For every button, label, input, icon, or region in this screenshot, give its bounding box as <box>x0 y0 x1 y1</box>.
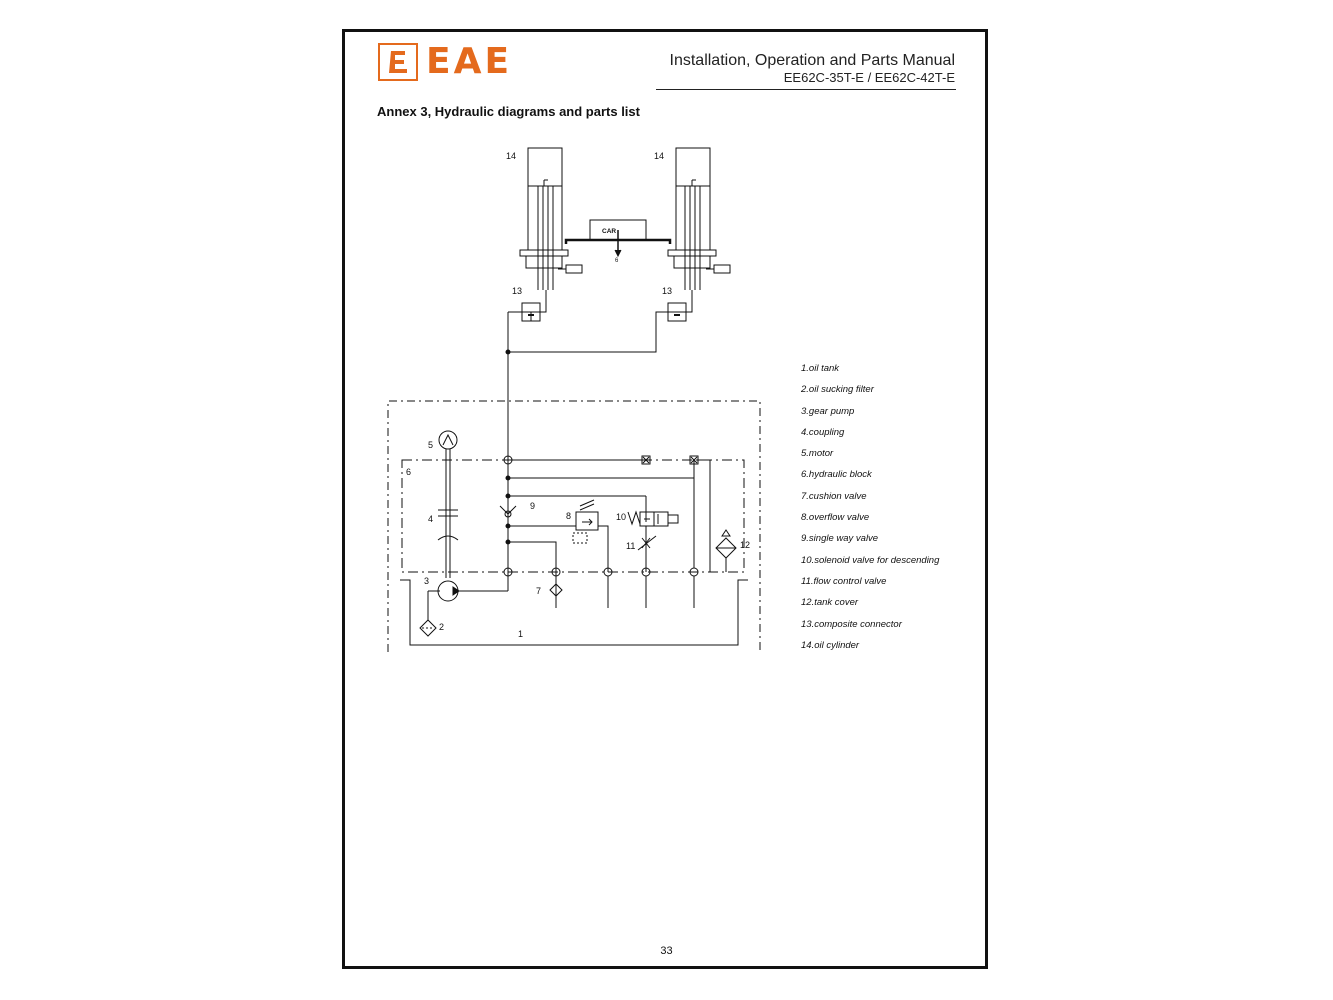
label-connector-left: 13 <box>512 286 523 296</box>
parts-list-item: 7.cushion valve <box>801 490 867 502</box>
brand-logo <box>378 43 512 81</box>
label-cylinder-right: 14 <box>654 151 665 161</box>
label-5: 5 <box>428 440 434 450</box>
label-7: 7 <box>536 586 542 596</box>
label-1: 1 <box>518 629 524 639</box>
parts-list-item: 10.solenoid valve for descending <box>801 554 940 566</box>
parts-list-item: 9.single way valve <box>801 533 879 545</box>
page-number: 33 <box>660 945 673 957</box>
label-car-num: 6 <box>615 258 619 264</box>
oil-cylinder-left <box>520 148 582 290</box>
composite-connector-right <box>668 303 686 321</box>
document-header <box>670 52 956 86</box>
parts-list-item: 8.overflow valve <box>801 512 870 524</box>
label-12: 12 <box>740 540 751 550</box>
parts-list <box>801 362 939 660</box>
manual-title: Installation, Operation and Parts Manual <box>669 52 955 69</box>
car-block <box>566 220 670 256</box>
coupling-symbol <box>438 449 458 578</box>
label-6: 6 <box>406 467 412 477</box>
header-rule <box>656 89 956 90</box>
parts-list-item: 11.flow control valve <box>801 575 887 587</box>
label-connector-right: 13 <box>662 286 673 296</box>
label-9: 9 <box>530 501 536 511</box>
gear-pump-symbol <box>428 572 508 620</box>
parts-list-item: 6.hydraulic block <box>801 469 872 481</box>
label-10: 10 <box>616 512 627 522</box>
oil-cylinder-right <box>668 148 730 290</box>
label-2: 2 <box>439 622 445 632</box>
parts-list-item: 2.oil sucking filter <box>801 384 874 396</box>
tank-cover-symbol <box>716 530 736 572</box>
parts-list-item: 12.tank cover <box>801 597 859 609</box>
label-4: 4 <box>428 514 434 524</box>
parts-list-item: 14.oil cylinder <box>801 639 860 651</box>
flow-control-valve-symbol <box>638 536 656 550</box>
motor-symbol <box>439 431 457 449</box>
solenoid-valve-symbol <box>628 512 678 572</box>
parts-list-item: 13.composite connector <box>801 618 902 630</box>
label-3: 3 <box>424 576 430 586</box>
model-numbers: EE62C-35T-E / EE62C-42T-E <box>783 70 955 85</box>
label-11: 11 <box>626 541 636 551</box>
label-8: 8 <box>566 511 572 521</box>
oil-filter-symbol <box>420 620 436 636</box>
parts-list-item: 3.gear pump <box>801 405 855 417</box>
parts-list-item: 1.oil tank <box>801 363 840 374</box>
parts-list-item: 4.coupling <box>801 426 845 438</box>
label-cylinder-left: 14 <box>506 151 517 161</box>
parts-list-item: 5.motor <box>801 448 834 460</box>
label-car: CAR <box>602 228 617 235</box>
annex-title: Annex 3, Hydraulic diagrams and parts list <box>377 104 640 119</box>
hydraulic-diagram <box>380 140 780 660</box>
overflow-valve-symbol <box>508 500 608 572</box>
brand-logo-icon <box>378 43 418 81</box>
brand-name: EAE <box>426 41 513 82</box>
oil-tank <box>400 580 748 645</box>
